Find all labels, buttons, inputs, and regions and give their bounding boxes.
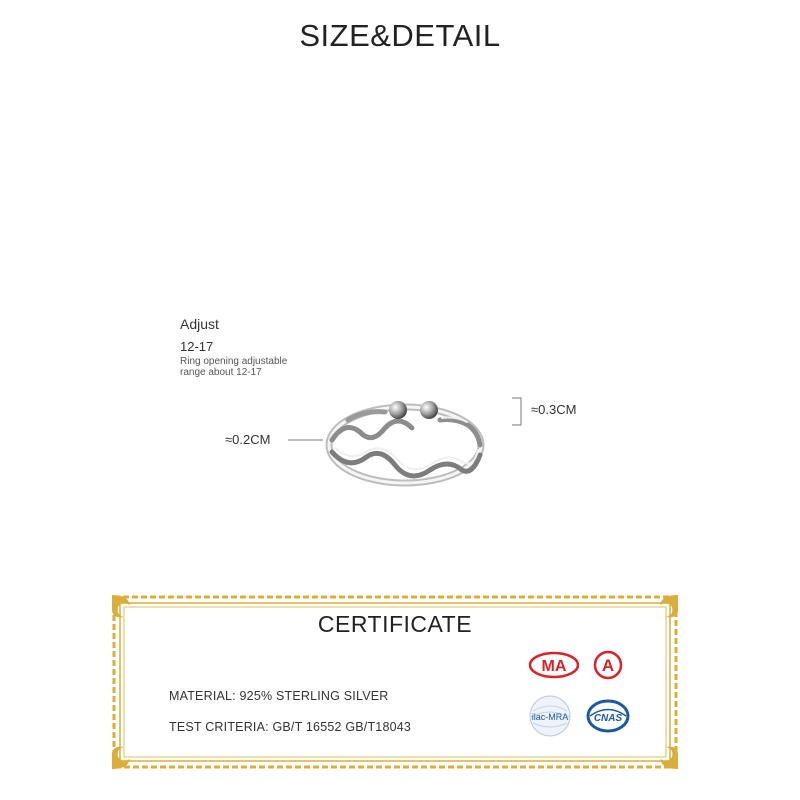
adjust-title: Adjust <box>180 316 219 332</box>
cnas-logo-text: CNAS <box>593 713 623 724</box>
certificate-material: MATERIAL: 925% STERLING SILVER <box>169 689 389 703</box>
ring-ball-right <box>420 401 438 419</box>
adjust-info <box>180 316 310 378</box>
certificate-panel <box>110 593 680 771</box>
band-height-label: ≈0.3CM <box>531 402 577 417</box>
certificate-test-criteria: TEST CRITERIA: GB/T 16552 GB/T18043 <box>169 720 412 734</box>
ac-logo-text: A <box>601 656 615 675</box>
adjust-range: 12-17 <box>180 339 214 354</box>
ilac-logo-text: ilac-MRA <box>531 712 569 722</box>
ilac-mra-logo-icon <box>525 693 575 739</box>
ac-logo-icon <box>590 649 626 681</box>
ma-logo-icon <box>528 651 580 679</box>
certificate-title: CERTIFICATE <box>317 611 473 637</box>
ma-logo-text: MA <box>541 658 567 675</box>
adjust-description-line1: Ring opening adjustable <box>180 356 288 367</box>
band-width-label: ≈0.2CM <box>225 432 271 447</box>
height-bracket <box>512 398 521 425</box>
cnas-logo-icon <box>586 697 630 735</box>
ring-ball-left <box>389 401 407 419</box>
adjust-description-line2: range about 12-17 <box>180 367 262 378</box>
page-title: SIZE&DETAIL <box>299 18 501 53</box>
adjust-description <box>180 356 310 378</box>
